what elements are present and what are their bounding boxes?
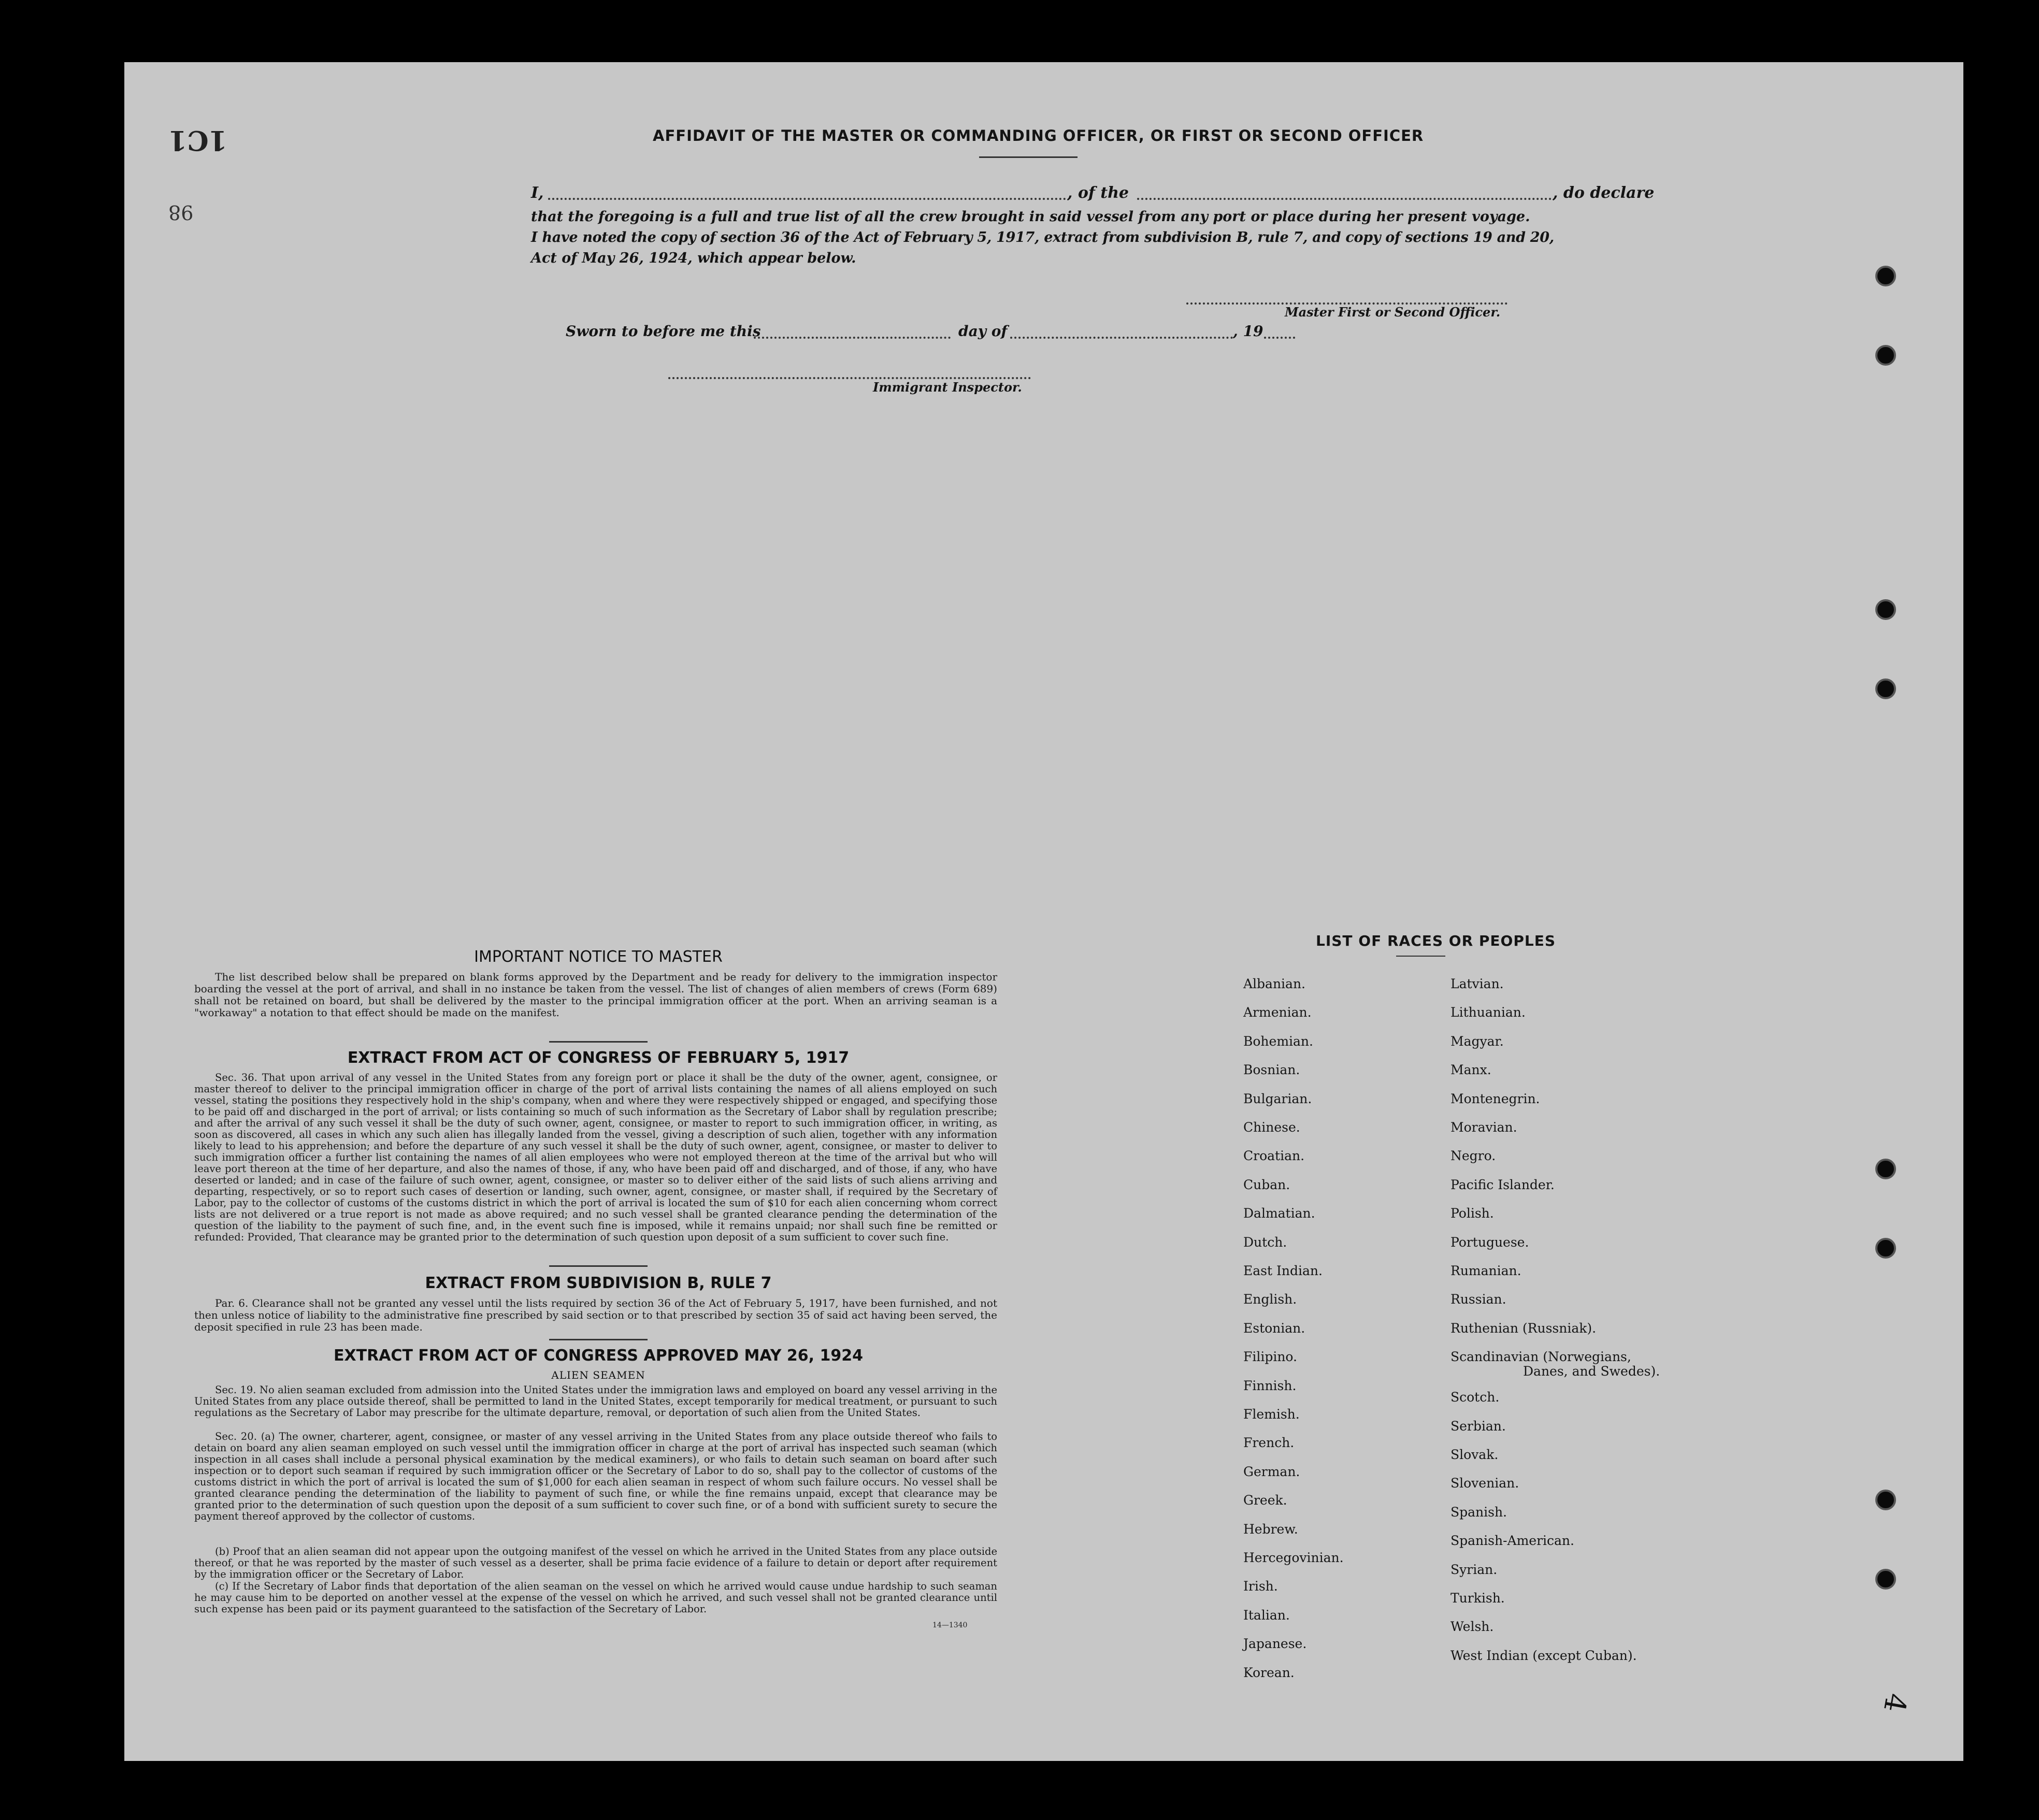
race-item: Portuguese.: [1451, 1234, 1529, 1250]
race-item: Serbian.: [1451, 1418, 1506, 1434]
race-item: Finnish.: [1243, 1378, 1297, 1393]
race-item: Welsh.: [1451, 1619, 1494, 1635]
extract-1917-body: Sec. 36. That upon arrival of any vessel in the United States from any foreign port or place it shall be the duty of the owner, agent, consignee, or master thereof to deliver to the principal immigration officer in charge of the port of arrival lists containing the names of all aliens employed on such vessel, stating the positions they respectively hold in the ship's company, when and where they were respectively shipped or engaged, and specifying those to be paid off and discharged in the port of arrival; or lists containing so much of such information as the Secretary of Labor shall by regulation prescribe; and after the arrival of any such vessel it shall be the duty of such owner, agent, consignee, or master to report to such immigration officer, in writing, as soon as discovered, all cases in which any such alien has illegally landed from the vessel, giving a description of such alien, together with any information likely to lead to his apprehension; and before the departure of any such vessel it shall be the duty of such owner, agent, consignee, or master to deliver to such immigration officer a further list containing the names of all alien employees who were not employed thereon at the time of the arrival but who will leave port thereon at the time of her departure, and also the names of those, if any, who have been paid off and discharged, and of those, if any, who have deserted or landed; and in case of the failure of such owner, agent, consignee, or master so to deliver either of the said lists of such aliens arriving and departing, respectively, or so to report such cases of desertion or landing, such owner, agent, consignee, or master shall, if required by the Secretary of Labor, pay to the collector of customs of the customs district in which the port of arrival is located the sum of $10 for each alien concerning whom correct lists are not delivered or a true report is not made as above required; and no such vessel shall be granted clearance pending the determination of the question of the liability to the payment of such fine, and, in the event such fine is imposed, while it remains unpaid; nor shall such fine be remitted or refunded: Provided, That clearance may be granted prior to the determination of such question upon deposit of a sum sufficient to cover such fine.: [194, 1072, 997, 1243]
race-item: Albanian.: [1243, 976, 1306, 991]
sworn-date-line: [754, 337, 951, 339]
race-item: Italian.: [1243, 1607, 1290, 1623]
race-item: Slovak.: [1451, 1447, 1499, 1462]
race-item: French.: [1243, 1435, 1295, 1451]
notice-body: The list described below shall be prepared on blank forms approved by the Department and be ready for delivery to the immigration inspector boarding the vessel at the port of arrival, and shall in no instance be taken from the vessel. The list of changes of alien members of crews (Form 689) shall not be retained on board, but shall be delivered by the master to the principal immigration officer at the port. When an arriving seaman is a "workaway" a notation to that effect should be made on the manifest.: [194, 971, 997, 1019]
race-item: Japanese.: [1243, 1636, 1307, 1652]
extract-1924-subtitle: ALIEN SEAMEN: [551, 1369, 645, 1381]
binder-hole: [1875, 266, 1896, 286]
race-item: Montenegrin.: [1451, 1091, 1540, 1106]
race-item: Bosnian.: [1243, 1062, 1300, 1078]
race-item: Negro.: [1451, 1148, 1496, 1164]
race-item: Spanish.: [1451, 1504, 1507, 1520]
binder-hole: [1875, 1569, 1896, 1590]
margin-mark-bottom-right: 4: [1876, 1691, 1913, 1715]
race-item: Greek.: [1243, 1493, 1287, 1508]
extract-rule7-title: EXTRACT FROM SUBDIVISION B, RULE 7: [425, 1274, 772, 1292]
race-item: Hebrew.: [1243, 1521, 1298, 1537]
race-item: Spanish-American.: [1451, 1533, 1574, 1549]
races-title-underline: [1396, 956, 1445, 957]
race-item: Filipino.: [1243, 1349, 1297, 1365]
affidavit-title: AFFIDAVIT OF THE MASTER OR COMMANDING OFFICER, OR FIRST OR SECOND OFFICER: [653, 127, 1424, 145]
binder-hole: [1875, 345, 1896, 366]
officer-signature-label: Master First or Second Officer.: [1285, 305, 1501, 320]
race-item: Lithuanian.: [1451, 1005, 1526, 1020]
affidavit-line-4: Act of May 26, 1924, which appear below.: [531, 250, 856, 266]
sec-20b-body: (b) Proof that an alien seaman did not appear upon the outgoing manifest of the vessel on which he arrived in the United States from any place outside thereof, or that he was reported by the master of such vessel as a deserter, shall be prima facie evidence of a failure to detain or deport after requirement by the immigration officer or the Secretary of Labor.: [194, 1545, 997, 1580]
race-item: Chinese.: [1243, 1120, 1300, 1135]
binder-hole: [1875, 1159, 1896, 1179]
race-item: Rumanian.: [1451, 1263, 1521, 1278]
race-item: Dutch.: [1243, 1234, 1287, 1250]
race-item: Scandinavian (Norwegians,: [1451, 1349, 1631, 1365]
race-item: Scotch.: [1451, 1390, 1500, 1405]
race-item: Danes, and Swedes).: [1523, 1364, 1660, 1379]
race-item: West Indian (except Cuban).: [1451, 1648, 1637, 1663]
race-item: Moravian.: [1451, 1120, 1517, 1135]
race-item: Latvian.: [1451, 976, 1504, 991]
inspector-label: Immigrant Inspector.: [873, 380, 1022, 395]
affidavit-of-the: , of the: [1067, 184, 1129, 202]
race-item: Magyar.: [1451, 1033, 1504, 1049]
race-item: Bulgarian.: [1243, 1091, 1312, 1106]
race-item: Pacific Islander.: [1451, 1177, 1555, 1192]
divider-3: [549, 1339, 648, 1340]
margin-mark-top-left: 1C1: [168, 124, 227, 156]
race-item: Manx.: [1451, 1062, 1491, 1078]
inspector-signature-line: [668, 377, 1031, 379]
divider-2: [549, 1265, 648, 1267]
race-item: Syrian.: [1451, 1562, 1498, 1577]
notice-title: IMPORTANT NOTICE TO MASTER: [474, 948, 723, 966]
binder-hole: [1875, 678, 1896, 699]
race-item: Flemish.: [1243, 1407, 1300, 1422]
race-item: Polish.: [1451, 1206, 1494, 1221]
races-title: LIST OF RACES OR PEOPLES: [1316, 932, 1556, 949]
year-label: , 19: [1233, 323, 1263, 340]
month-line: [1010, 337, 1233, 339]
race-item: Ruthenian (Russniak).: [1451, 1320, 1597, 1336]
sec-20c-body: (c) If the Secretary of Labor finds that deportation of the alien seaman on the vessel on which he arrived would cause undue hardship to such seaman he may cause him to be deported on another vessel at the expense of the vessel on which he arrived, and such vessel shall not be granted clearance until such expense has been paid or its payment guaranteed to the satisfaction of the Secretary of Labor.: [194, 1580, 997, 1615]
race-item: East Indian.: [1243, 1263, 1323, 1278]
day-of-label: day of: [958, 323, 1008, 340]
race-item: Hercegovinian.: [1243, 1550, 1344, 1565]
affidavit-line-3: I have noted the copy of section 36 of the Act of February 5, 1917, extract from subdivision B, rule 7, and copy of sections 19 and 20,: [531, 229, 1554, 245]
year-line: [1264, 337, 1295, 339]
race-item: Croatian.: [1243, 1148, 1305, 1164]
race-item: Estonian.: [1243, 1320, 1305, 1336]
race-item: Cuban.: [1243, 1177, 1290, 1192]
race-item: German.: [1243, 1464, 1300, 1479]
binder-hole: [1875, 599, 1896, 620]
affidavit-line-2: that the foregoing is a full and true list of all the crew brought in said vessel from any port or place during her present voyage.: [531, 209, 1530, 225]
affidavit-do-declare: , do declare: [1553, 184, 1655, 202]
extract-rule7-body: Par. 6. Clearance shall not be granted any vessel until the lists required by section 36 of the Act of February 5, 1917, have been furnished, and not then unless notice of liability to the administrative fine prescribed by said section or to that prescribed by section 35 of said act having been served, the deposit specified in rule 23 has been made.: [194, 1297, 997, 1333]
sec-19-body: Sec. 19. No alien seaman excluded from admission into the United States under the immigration laws and employed on board any vessel arriving in the United States from any place outside thereof, shall be permitted to land in the United States, except temporarily for medical treatment, or pursuant to such regulations as the Secretary of Labor may prescribe for the ultimate departure, removal, or deportation of such alien from the United States.: [194, 1384, 997, 1419]
race-item: Korean.: [1243, 1665, 1295, 1680]
race-item: Russian.: [1451, 1292, 1506, 1307]
race-item: Slovenian.: [1451, 1476, 1519, 1491]
margin-mark-left-small: 98: [168, 201, 194, 224]
sec-20a-body: Sec. 20. (a) The owner, charterer, agent, consignee, or master of any vessel arriving in the United States from any place outside thereof who fails to detain on board any alien seaman employed on such vessel until the immigration officer in charge at the port of arrival has inspected such seaman (which inspection in all cases shall include a personal physical examination by the medical examiners), or who fails to detain such seaman on board after such inspection or to deport such seaman if required by such immigration officer or the Secretary of Labor to do so, shall pay to the collector of customs of the customs district in which the port of arrival is located the sum of $1,000 for each alien seaman in respect of whom such failure occurs. No vessel shall be granted clearance pending the determination of the liability to payment of such fine, or while the fine remains unpaid, except that clearance may be granted prior to the determination of such question upon the deposit of a sum sufficient to cover such fine, or of a bond with sufficient surety to secure the payment thereof approved by the collector of customs.: [194, 1431, 997, 1522]
affidavit-name-line: [548, 198, 1066, 200]
affidavit-vessel-line: [1137, 198, 1552, 200]
binder-hole: [1875, 1238, 1896, 1259]
race-item: Bohemian.: [1243, 1033, 1313, 1049]
binder-hole: [1875, 1490, 1896, 1510]
race-item: Turkish.: [1451, 1591, 1505, 1606]
race-item: Armenian.: [1243, 1005, 1312, 1020]
sworn-label: Sworn to before me this: [566, 323, 761, 340]
race-item: Dalmatian.: [1243, 1206, 1315, 1221]
divider-1: [549, 1041, 648, 1043]
affidavit-i-label: I,: [531, 184, 544, 202]
race-item: Irish.: [1243, 1579, 1278, 1594]
affidavit-title-underline: [979, 156, 1078, 158]
extract-1924-title: EXTRACT FROM ACT OF CONGRESS APPROVED MAY 26, 1924: [334, 1347, 863, 1365]
document-page: [124, 62, 1963, 1761]
bleed-through-text: [1264, 106, 1272, 127]
extract-1917-title: EXTRACT FROM ACT OF CONGRESS OF FEBRUARY 5, 1917: [347, 1049, 850, 1067]
race-item: English.: [1243, 1292, 1297, 1307]
form-number: 14—1340: [932, 1621, 968, 1629]
